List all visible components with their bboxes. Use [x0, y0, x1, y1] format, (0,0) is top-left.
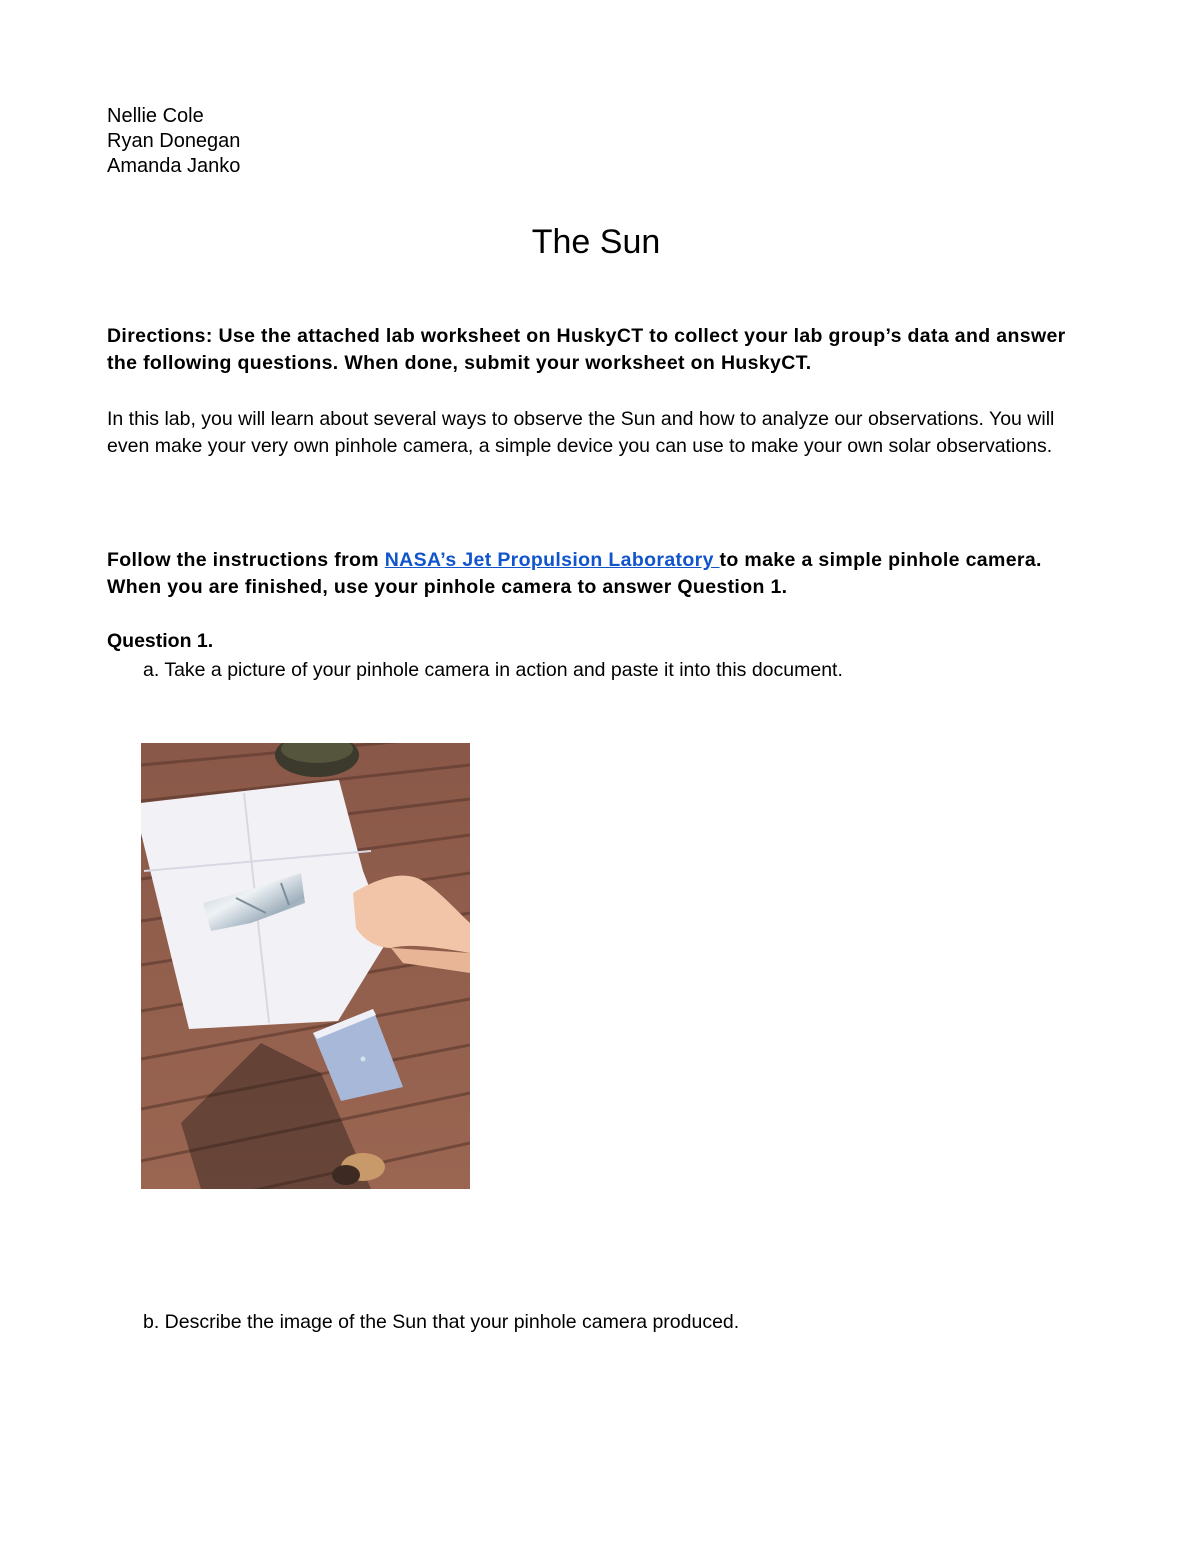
instructions-text-after: to make a simple pinhole camera. When you are finished, use your pinhole camera to answer Question 1.	[107, 549, 1042, 598]
intro-paragraph: In this lab, you will learn about several ways to observe the Sun and how to analyze our observations. You will even make your very own pinhole camera, a simple device you can use to make your own solar observations.	[107, 408, 1055, 457]
nasa-jpl-link[interactable]: NASA’s Jet Propulsion Laboratory	[384, 549, 720, 571]
author-list	[107, 104, 240, 179]
author-name: Ryan Donegan	[107, 130, 241, 152]
question-1-heading: Question 1.	[107, 630, 214, 652]
question-1b-text: b. Describe the image of the Sun that your pinhole camera produced.	[143, 1311, 740, 1333]
instructions-text-before: Follow the instructions from	[107, 549, 385, 571]
page-title: The Sun	[531, 223, 661, 261]
directions-paragraph: Directions: Use the attached lab worksheet on HuskyCT to collect your lab group’s data and answer the following questions. When done, submit your worksheet on HuskyCT.	[107, 325, 1066, 374]
instructions-paragraph	[107, 547, 1097, 601]
question-1a-text: a. Take a picture of your pinhole camera in action and paste it into this document.	[143, 659, 843, 681]
author-name: Nellie Cole	[107, 105, 204, 127]
author-name: Amanda Janko	[107, 155, 241, 177]
pinhole-camera-photo	[141, 743, 470, 1189]
